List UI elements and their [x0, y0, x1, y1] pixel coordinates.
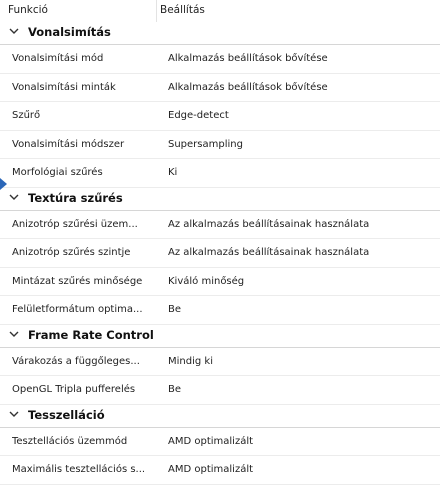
setting-label: Vonalsimítási mód	[12, 53, 104, 64]
setting-label: Morfológiai szűrés	[12, 167, 103, 178]
section-textura-szures[interactable]	[0, 188, 440, 211]
setting-value[interactable]: Kiváló minőség	[168, 275, 245, 287]
setting-row[interactable]	[0, 239, 440, 268]
setting-row[interactable]	[0, 296, 440, 325]
setting-label: Tesztellációs üzemmód	[12, 435, 128, 447]
setting-label: Anizotróp szűrés szintje	[12, 247, 131, 258]
section-title: Textúra szűrés	[28, 190, 123, 205]
setting-label: Várakozás a függőleges...	[12, 355, 140, 367]
setting-row[interactable]	[0, 348, 440, 377]
setting-label: Szűrő	[12, 110, 41, 121]
chevron-down-icon[interactable]	[8, 191, 20, 205]
setting-value[interactable]: Be	[168, 384, 182, 395]
header-divider	[156, 0, 157, 22]
setting-row[interactable]	[0, 428, 440, 457]
settings-table-header	[0, 0, 440, 23]
section-vonalsimitas[interactable]	[0, 22, 440, 45]
setting-row[interactable]	[0, 45, 440, 74]
setting-value[interactable]: AMD optimalizált	[168, 464, 254, 475]
setting-value[interactable]: AMD optimalizált	[168, 435, 254, 447]
setting-row[interactable]	[0, 159, 440, 188]
setting-value[interactable]: Az alkalmazás beállításainak használata	[168, 218, 370, 230]
setting-label: Vonalsimítási minták	[12, 81, 116, 93]
setting-value[interactable]: Edge-detect	[168, 110, 229, 121]
section-tesszellacio[interactable]	[0, 405, 440, 428]
setting-label: Vonalsimítási módszer	[12, 138, 125, 150]
setting-row[interactable]	[0, 211, 440, 240]
selection-marker-icon	[0, 178, 7, 190]
setting-value[interactable]: Az alkalmazás beállításainak használata	[168, 247, 370, 258]
chevron-down-icon[interactable]	[8, 408, 20, 422]
setting-value[interactable]: Be	[168, 304, 182, 315]
header-feature: Funkció	[8, 4, 48, 16]
setting-label: Felületformátum optima...	[12, 304, 143, 315]
settings-list	[0, 22, 440, 485]
section-title: Tesszelláció	[28, 407, 105, 422]
section-title: Vonalsimítás	[28, 25, 111, 39]
setting-row[interactable]	[0, 102, 440, 131]
section-title: Frame Rate Control	[28, 327, 154, 342]
setting-row[interactable]	[0, 456, 440, 485]
setting-label: Maximális tesztellációs s...	[12, 464, 146, 475]
setting-row[interactable]	[0, 131, 440, 160]
setting-row[interactable]	[0, 74, 440, 103]
header-setting: Beállítás	[160, 4, 205, 16]
setting-value[interactable]: Alkalmazás beállítások bővítése	[168, 53, 328, 64]
setting-row[interactable]	[0, 376, 440, 405]
setting-value[interactable]: Alkalmazás beállítások bővítése	[168, 81, 328, 93]
setting-label: Anizotróp szűrési üzem...	[12, 218, 138, 230]
setting-label: OpenGL Tripla pufferelés	[12, 384, 136, 395]
chevron-down-icon[interactable]	[8, 328, 20, 342]
setting-value[interactable]: Ki	[168, 167, 178, 178]
setting-row[interactable]	[0, 268, 440, 297]
section-frame-rate-control[interactable]	[0, 325, 440, 348]
setting-value[interactable]: Mindig ki	[168, 355, 213, 367]
chevron-down-icon[interactable]	[8, 25, 20, 39]
setting-value[interactable]: Supersampling	[168, 138, 243, 150]
setting-label: Mintázat szűrés minősége	[12, 275, 143, 287]
